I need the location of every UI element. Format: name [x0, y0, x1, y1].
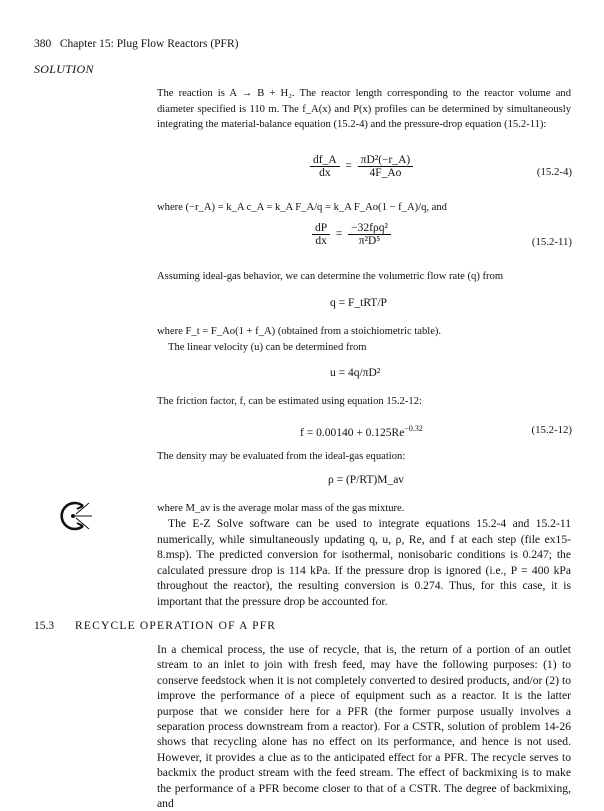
ez-solve-paragraph: The E-Z Solve software can be used to integrate equations 15.2-4 and 15.2-11 numerically, while simultaneously updating q, u, ρ, Re, and f at each step (file ex15-8.msp). The predicted conversion for isothermal, nonisobaric conditions is 0.247; the calculated pressure drop is 114 kPa. If the pressure drop is ignored (i.e., P = 400 kPa throughout the reactor), the resulting conversion is 0.274. Thus, for this case, it is important that the pressure drop be accounted for. [157, 517, 571, 608]
eq4-rhs-numerator: πD²(−r_A) [358, 154, 414, 167]
eq11-lhs-numerator: dP [312, 222, 330, 235]
eq11-rhs-numerator: −32fρq² [348, 222, 391, 235]
eq4-rhs-denominator: 4F_Ao [369, 167, 402, 179]
eq4-lhs-numerator: df_A [310, 154, 340, 167]
section-number: 15.3 [34, 620, 55, 632]
ideal-gas-text: Assuming ideal-gas behavior, we can determine the volumetric flow rate (q) from [157, 271, 504, 282]
equation-15-2-11: $\frac{dP}{dx}$ = $\frac{\text{−32fρq²}}{\text{π²D⁵}}$ [312, 222, 391, 247]
eq11-rhs-denominator: π²D⁵ [358, 235, 381, 247]
recycle-paragraph: In a chemical process, the use of recycle, that is, the return of a portion of an outlet stream to an inlet to join with fresh feed, may have the following purposes: (1) to conserve feedstock when it is not completely converted to desired products, and/or (2) to improve the performance of a piece of equipment such as a reactor. It is the latter purpose that we consider here for a PFR (the former purpose usually involves a separation process downstream from a reactor). For a CSTR, solution of problem 14-26 shows that recycling alone has no effect on its performance, and hence is not used. However, it provides a clue as to the anticipated effect for a PFR. The recycle serves to backmix the product stream with the feed stream. The effect of backmixing is to make the performance of a PFR become closer to that of a CSTR. The degree of backmixing, and [157, 643, 571, 811]
equation-15-2-12 [300, 424, 423, 439]
reaction-paragraph: The reaction is A → B + H₂. The reactor length corresponding to the reactor volume and diameter specified is 110 m. The f_A(x) and P(x) profiles can be determined by simultaneously integrating the material-balance equation (15.2-4) and the pressure-drop equation (15.2-11): [157, 88, 571, 131]
running-title: Chapter 15: Plug Flow Reactors (PFR) [59, 38, 239, 50]
eq12-exponent: −0.32 [404, 424, 423, 433]
software-icon [56, 496, 96, 536]
eq11-lhs-denominator: dx [315, 235, 327, 247]
molar-mass-note: where M_av is the average molar mass of the gas mixture. [157, 503, 405, 514]
density-text: The density may be evaluated from the ideal-gas equation: [157, 451, 406, 462]
friction-factor-text: The friction factor, f, can be estimated using equation 15.2-12: [157, 396, 422, 407]
ft-definition: where F_t = F_Ao(1 + f_A) (obtained from a stoichiometric table). [157, 326, 442, 337]
solution-heading: SOLUTION [34, 62, 94, 76]
eq4-lhs-denominator: dx [319, 167, 331, 179]
rate-definition: where (−r_A) = k_A c_A = k_A F_A/q = k_A F_Ao(1 − f_A)/q, and [157, 202, 447, 213]
equation-q: q = F_tRT/P [330, 297, 387, 309]
page-number: 380 [34, 38, 52, 50]
equation-rho: ρ = (P/RT)M_av [328, 474, 405, 486]
equation-number-15-2-12: (15.2-12) [531, 424, 572, 436]
equation-u: u = 4q/πD² [330, 367, 381, 379]
section-title: RECYCLE OPERATION OF A PFR [75, 620, 277, 632]
equation-number-15-2-11: (15.2-11) [531, 236, 572, 248]
linear-velocity-text: The linear velocity (u) can be determined from [168, 342, 367, 353]
equation-15-2-4: $\frac{df\_A}{dx}$ = $\frac{\text{πD²(−r\_A)}}{4F\_Ao}$ [310, 154, 413, 179]
equation-number-15-2-4: (15.2-4) [536, 166, 572, 178]
eq12-expression: f = 0.00140 + 0.125Re [300, 426, 405, 439]
page-header [34, 38, 238, 50]
